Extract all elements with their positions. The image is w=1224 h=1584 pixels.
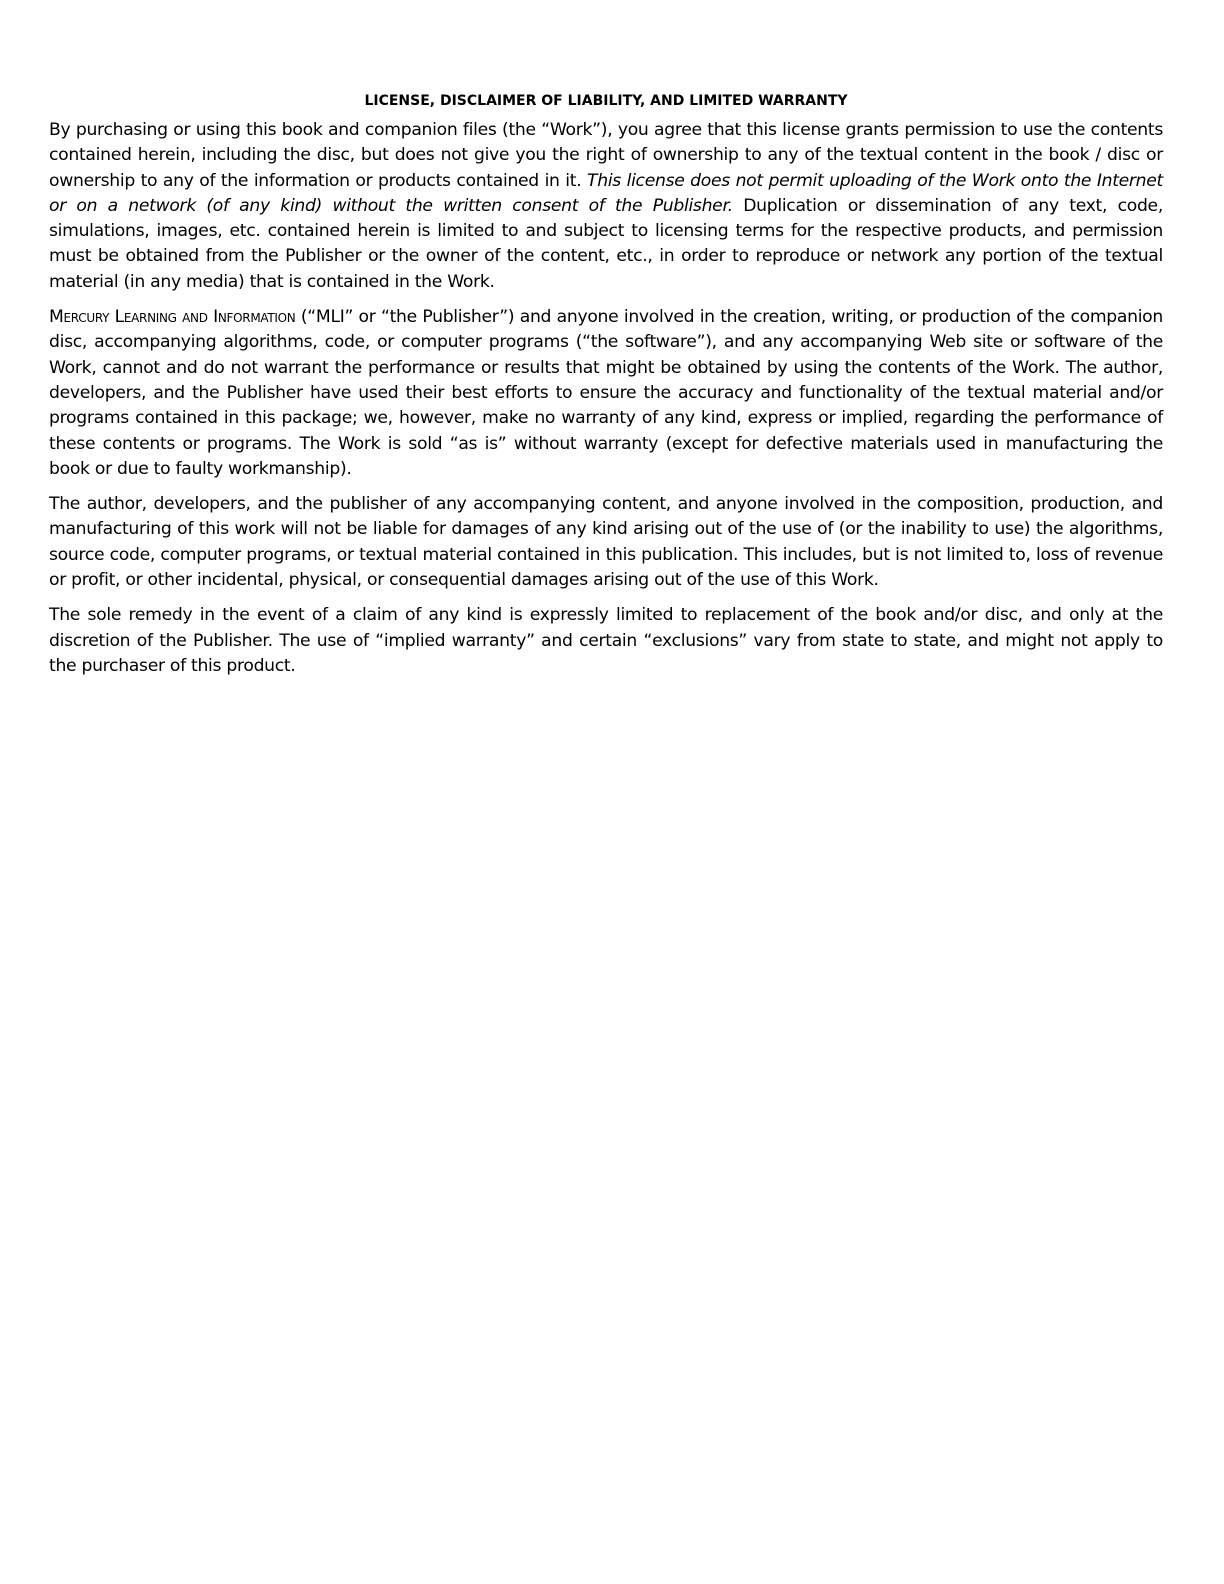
- paragraph-text: By purchasing or using this book and companion files (the “Work”), you agree that this license grants permission to use the contents contained herein, including the disc, but does not give you the right of ownership to any of the textual content in the book / disc or ownership to any of the information or products contained in it.: [49, 120, 1163, 191]
- paragraph-remedy: The sole remedy in the event of a claim of any kind is expressly limited to replacement of the book and/or disc, and only at the discretion of the Publisher. The use of “implied warranty” and certain “exclusions” vary from state to state, and might not apply to the purchaser of this product.: [49, 605, 1163, 676]
- paragraph-disclaimer: [49, 305, 1163, 482]
- paragraph-license-grant: [49, 118, 1163, 295]
- paragraph-text: (“MLI” or “the Publisher”) and anyone involved in the creation, writing, or production of the companion disc, accompanying algorithms, code, or computer programs (“the software”), and any accompanying Web site or software of the Work, cannot and do not warrant the performance or results that might be obtained by using the contents of the Work. The author, developers, and the Publisher have used their best efforts to ensure the accuracy and functionality of the textual material and/or programs contained in this package; we, however, make no warranty of any kind, express or implied, regarding the performance of these contents or programs. The Work is sold “as is” without warranty (except for defective materials used in manufacturing the book or due to faulty workmanship).: [49, 307, 1163, 479]
- paragraph-text: Duplication or dissemination of any text, code, simulations, images, etc. contained herein is limited to and subject to licensing terms for the respective products, and permission must be obtained from the Publisher or the owner of the content, etc., in order to reproduce or network any portion of the textual material (in any media) that is contained in the Work.: [49, 195, 1163, 292]
- publisher-name: Mercury Learning and Information: [49, 307, 296, 328]
- paragraph-liability: The author, developers, and the publisher of any accompanying content, and anyone involved in the composition, production, and manufacturing of this work will not be liable for damages of any kind arising out of the use of (or the inability to use) the algorithms, source code, computer programs, or textual material contained in this publication. This includes, but is not limited to, loss of revenue or profit, or other incidental, physical, or consequential damages arising out of the use of this Work.: [49, 494, 1163, 591]
- license-page: [49, 92, 1163, 689]
- paragraph-italic-text: This license does not permit uploading of the Work onto the Internet or on a network (of any kind) without the written consent of the Publisher.: [49, 170, 1163, 216]
- page-title: LICENSE, DISCLAIMER OF LIABILITY, AND LIMITED WARRANTY: [364, 93, 848, 109]
